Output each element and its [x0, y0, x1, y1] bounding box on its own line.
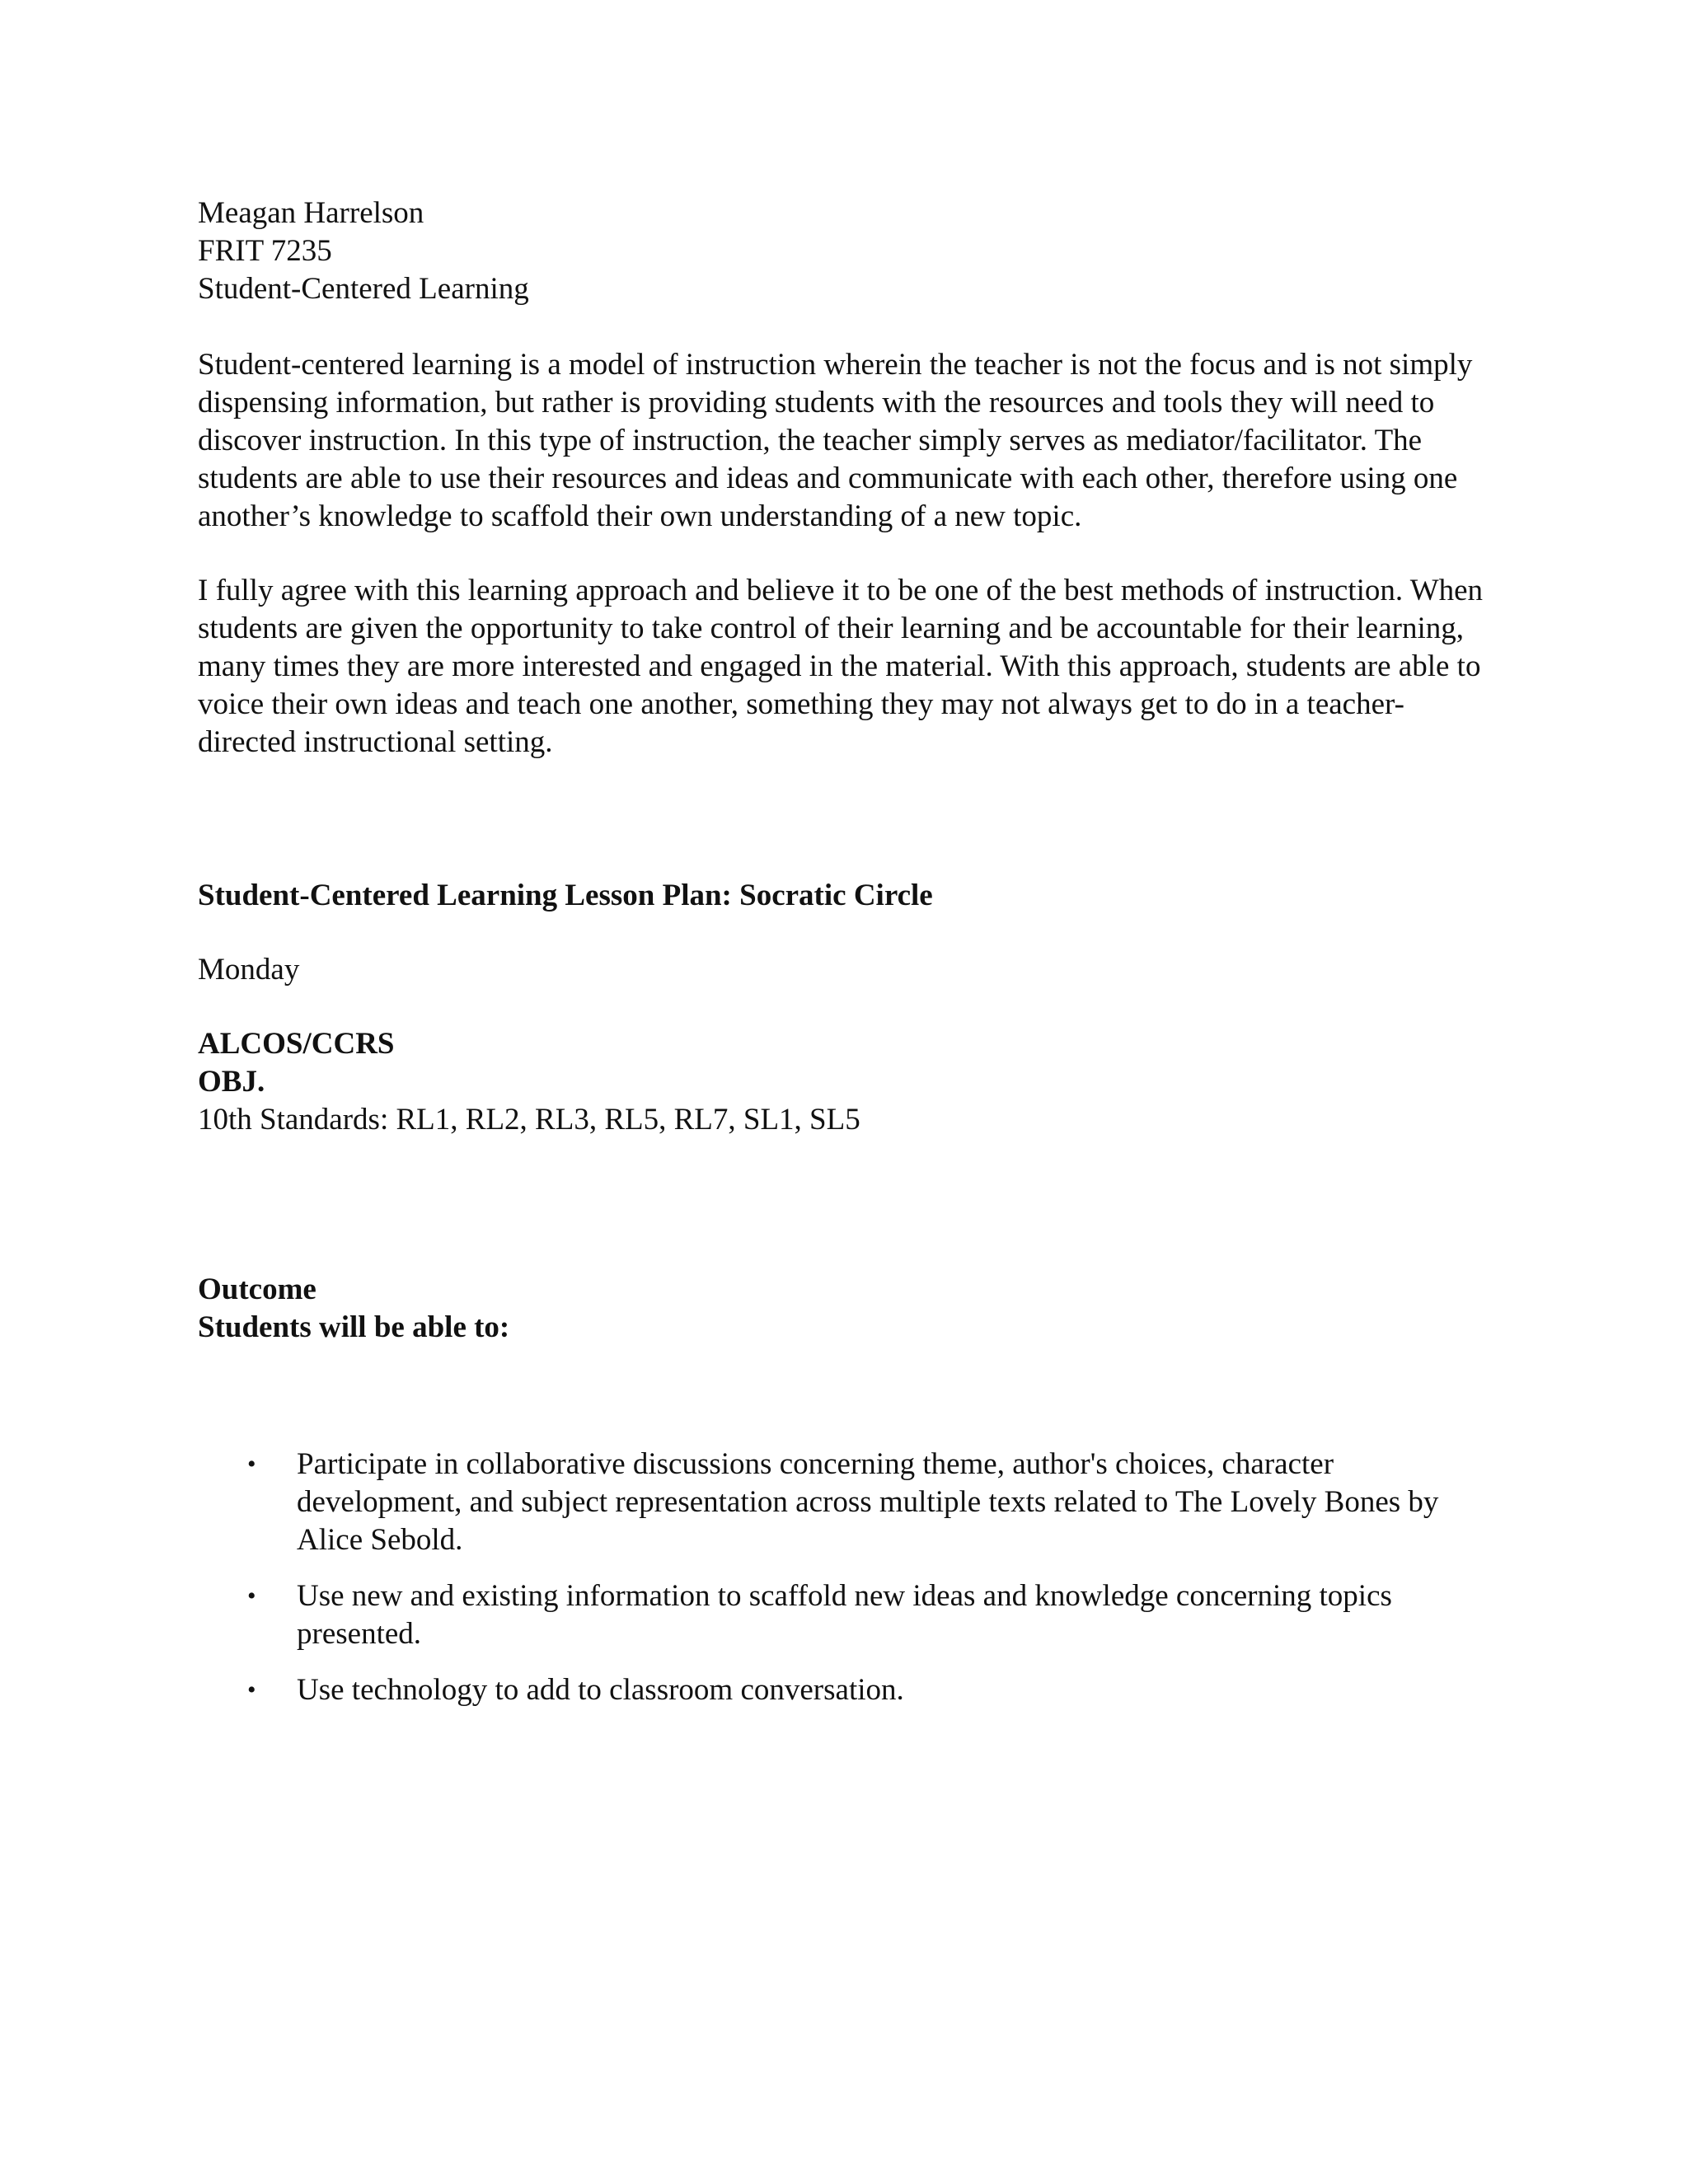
list-item: [198, 1577, 1484, 1653]
document-body: [198, 194, 1484, 1727]
alcos-label: ALCOS/CCRS: [198, 1027, 395, 1061]
obj-label: OBJ.: [198, 1065, 265, 1099]
course-code: FRIT 7235: [198, 234, 332, 268]
document-topic: Student-Centered Learning: [198, 272, 529, 306]
bullet-icon: •: [247, 1451, 256, 1478]
outcome-list: [198, 1446, 1484, 1709]
bullet-icon: •: [247, 1582, 256, 1610]
list-item: [198, 1446, 1484, 1559]
standards-list: 10th Standards: RL1, RL2, RL3, RL5, RL7, SL1, SL5: [198, 1103, 860, 1137]
bullet-icon: •: [247, 1676, 256, 1704]
list-item: [198, 1671, 1484, 1709]
outcome-block: [198, 1271, 1484, 1347]
intro-paragraph-1: Student-centered learning is a model of instruction wherein the teacher is not the focus and is not simply dispensing information, but rather is providing students with the resources and tools they will need to discover instruction. In this type of instruction, the teacher simply serves as mediator/facilitator. The students are able to use their resources and ideas and communicate with each other, therefore using one another’s knowledge to scaffold their own understanding of a new topic.: [198, 348, 1473, 533]
outcome-text: Use technology to add to classroom conversation.: [297, 1673, 904, 1707]
lesson-plan-title: Student-Centered Learning Lesson Plan: Socratic Circle: [198, 879, 933, 912]
outcome-text: Use new and existing information to scaffold new ideas and knowledge concerning topics presented.: [297, 1579, 1392, 1651]
header-block: [198, 194, 1484, 308]
standards-block: [198, 1025, 1484, 1139]
outcome-label: Outcome: [198, 1272, 316, 1306]
intro-paragraph-2: I fully agree with this learning approach and believe it to be one of the best methods of instruction. When students are given the opportunity to take control of their learning and be accountable for their learning, many times they are more interested and engaged in the material. With this approach, students are able to voice their own ideas and teach one another, something they may not always get to do in a teacher-directed instructional setting.: [198, 574, 1484, 759]
author-name: Meagan Harrelson: [198, 196, 424, 230]
outcome-intro: Students will be able to:: [198, 1310, 510, 1344]
outcome-text: Participate in collaborative discussions concerning theme, author's choices, character development, and subject representation across multiple texts related to The Lovely Bones by Alice Sebold.: [297, 1447, 1439, 1557]
lesson-day: Monday: [198, 953, 300, 987]
